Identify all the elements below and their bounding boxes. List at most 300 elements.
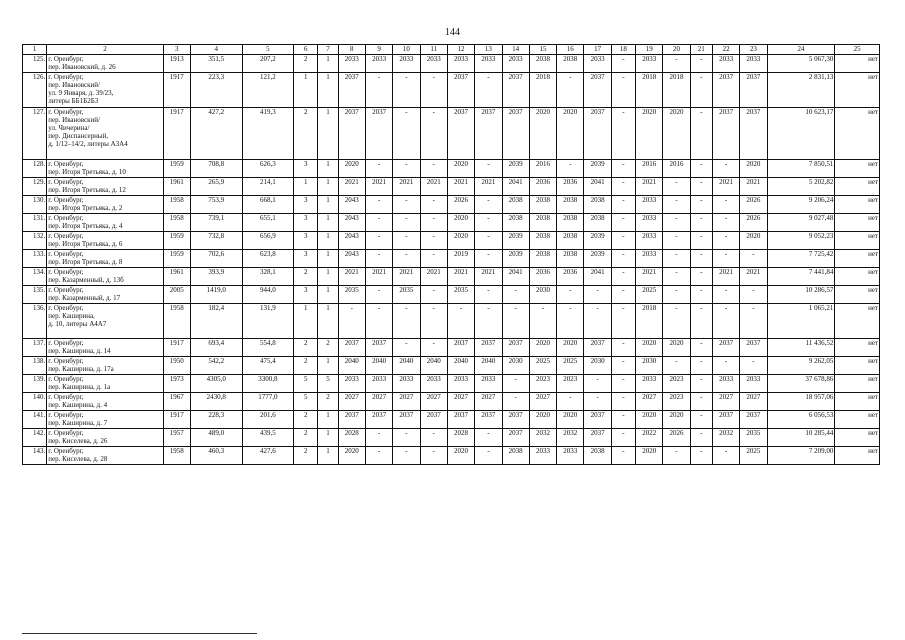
year-cell: - <box>420 429 447 447</box>
year-cell: 2033 <box>636 250 663 268</box>
area-cell: 753,9 <box>190 196 242 214</box>
year-cell: 2037 <box>447 339 474 357</box>
year-cell: 1958 <box>163 196 190 214</box>
address-line: пер. Киселева, д. 28 <box>48 455 108 463</box>
column-header: 6 <box>294 45 318 55</box>
year-cell: 2021 <box>636 268 663 286</box>
year-cell: - <box>611 393 635 411</box>
data-table <box>22 44 880 465</box>
year-cell: 2025 <box>529 357 556 375</box>
year-cell: 2037 <box>338 108 365 160</box>
count-cell: 1 <box>318 232 338 250</box>
address-cell <box>47 232 163 250</box>
row-number: 132. <box>23 232 47 250</box>
year-cell: - <box>712 357 739 375</box>
row-number: 129. <box>23 178 47 196</box>
flag-cell: нет <box>835 196 880 214</box>
year-cell: 2040 <box>420 357 447 375</box>
year-cell: 2027 <box>712 393 739 411</box>
year-cell: 2038 <box>502 447 529 465</box>
year-cell: 2030 <box>502 357 529 375</box>
year-cell: 2037 <box>338 411 365 429</box>
table-row <box>23 250 880 268</box>
year-cell: 2033 <box>447 55 474 73</box>
year-cell: 2033 <box>393 375 420 393</box>
year-cell: - <box>663 250 690 268</box>
year-cell: - <box>420 339 447 357</box>
year-cell: - <box>611 286 635 304</box>
year-cell: 2037 <box>502 108 529 160</box>
year-cell: - <box>712 304 739 339</box>
table-row <box>23 393 880 411</box>
year-cell: 1917 <box>163 108 190 160</box>
year-cell: - <box>557 304 584 339</box>
year-cell: 2020 <box>557 108 584 160</box>
cost-cell: 5 067,30 <box>767 55 835 73</box>
address-line: ул. Чичерина/ <box>48 124 90 132</box>
column-header: 13 <box>475 45 502 55</box>
year-cell: 2039 <box>584 160 611 178</box>
year-cell: 2021 <box>447 268 474 286</box>
area-cell: 732,8 <box>190 232 242 250</box>
year-cell: - <box>690 178 712 196</box>
row-number: 141. <box>23 411 47 429</box>
year-cell: 2040 <box>447 357 474 375</box>
year-cell: - <box>611 108 635 160</box>
area-cell: 702,6 <box>190 250 242 268</box>
year-cell: 2025 <box>557 357 584 375</box>
year-cell: - <box>365 304 392 339</box>
year-cell: 1961 <box>163 178 190 196</box>
year-cell: 2021 <box>636 178 663 196</box>
count-cell: 2 <box>294 411 318 429</box>
address-line: г. Оренбург, <box>48 160 84 168</box>
year-cell: - <box>557 393 584 411</box>
year-cell: 2037 <box>475 411 502 429</box>
address-line: пер. Казарменный, д. 13б <box>48 276 124 284</box>
cost-cell: 7 725,42 <box>767 250 835 268</box>
year-cell: 2021 <box>447 178 474 196</box>
year-cell: - <box>557 73 584 108</box>
year-cell: 2037 <box>740 73 767 108</box>
year-cell: - <box>393 108 420 160</box>
year-cell: 2033 <box>740 375 767 393</box>
year-cell: - <box>584 393 611 411</box>
column-header: 22 <box>712 45 739 55</box>
year-cell: - <box>365 196 392 214</box>
flag-cell: нет <box>835 250 880 268</box>
area-cell: 393,9 <box>190 268 242 286</box>
area-cell: 656,9 <box>242 232 294 250</box>
year-cell: - <box>475 304 502 339</box>
row-number: 131. <box>23 214 47 232</box>
address-line: пер. Казарменный, д. 17 <box>48 294 121 302</box>
year-cell: 2018 <box>636 304 663 339</box>
year-cell: 2037 <box>475 339 502 357</box>
area-cell: 131,9 <box>242 304 294 339</box>
cost-cell: 7 850,51 <box>767 160 835 178</box>
count-cell: 1 <box>318 250 338 268</box>
year-cell: 1913 <box>163 55 190 73</box>
address-cell <box>47 375 163 393</box>
year-cell: 2026 <box>663 429 690 447</box>
year-cell: 2018 <box>663 73 690 108</box>
count-cell: 2 <box>294 108 318 160</box>
year-cell: 2030 <box>584 357 611 375</box>
table-row <box>23 214 880 232</box>
address-line: г. Оренбург, <box>48 250 84 258</box>
count-cell: 2 <box>318 393 338 411</box>
address-line: пер. Игоря Третьяка, д. 4 <box>48 222 123 230</box>
year-cell: 2021 <box>338 178 365 196</box>
count-cell: 2 <box>294 357 318 375</box>
flag-cell: нет <box>835 429 880 447</box>
year-cell: 2039 <box>584 232 611 250</box>
year-cell: 1959 <box>163 250 190 268</box>
area-cell: 223,3 <box>190 73 242 108</box>
count-cell: 3 <box>294 232 318 250</box>
year-cell: 2021 <box>740 178 767 196</box>
year-cell: 2035 <box>740 429 767 447</box>
year-cell: 2040 <box>475 357 502 375</box>
year-cell: 2016 <box>636 160 663 178</box>
year-cell: - <box>712 250 739 268</box>
row-number: 142. <box>23 429 47 447</box>
year-cell: - <box>663 286 690 304</box>
year-cell: 2038 <box>529 196 556 214</box>
year-cell: 2023 <box>557 375 584 393</box>
table-row <box>23 304 880 339</box>
year-cell: 2038 <box>584 214 611 232</box>
address-line: г. Оренбург, <box>48 429 84 437</box>
count-cell: 3 <box>294 160 318 178</box>
year-cell: 2025 <box>636 286 663 304</box>
cost-cell: 9 262,05 <box>767 357 835 375</box>
column-header: 16 <box>557 45 584 55</box>
cost-cell: 10 285,44 <box>767 429 835 447</box>
year-cell: 2033 <box>338 375 365 393</box>
year-cell: - <box>502 375 529 393</box>
year-cell: - <box>611 447 635 465</box>
row-number: 140. <box>23 393 47 411</box>
year-cell: 2019 <box>447 250 474 268</box>
area-cell: 427,2 <box>190 108 242 160</box>
year-cell: 2020 <box>557 339 584 357</box>
area-cell: 460,3 <box>190 447 242 465</box>
year-cell: 2038 <box>584 196 611 214</box>
year-cell: 2020 <box>447 214 474 232</box>
address-line: г. Оренбург, <box>48 447 84 455</box>
year-cell: - <box>690 304 712 339</box>
column-header: 18 <box>611 45 635 55</box>
year-cell: - <box>611 196 635 214</box>
area-cell: 4305,0 <box>190 375 242 393</box>
area-cell: 655,1 <box>242 214 294 232</box>
year-cell: 2035 <box>393 286 420 304</box>
year-cell: 2037 <box>712 339 739 357</box>
year-cell: 2033 <box>712 375 739 393</box>
address-line: пер. Ивановский/ <box>48 116 100 124</box>
year-cell: - <box>611 411 635 429</box>
year-cell: - <box>420 250 447 268</box>
address-line: пер. Игоря Третьяка, д. 6 <box>48 240 123 248</box>
year-cell: 2021 <box>393 268 420 286</box>
year-cell: 2036 <box>557 178 584 196</box>
count-cell: 1 <box>294 304 318 339</box>
flag-cell: нет <box>835 178 880 196</box>
row-number: 125. <box>23 55 47 73</box>
area-cell: 419,3 <box>242 108 294 160</box>
column-header: 25 <box>835 45 880 55</box>
flag-cell: нет <box>835 268 880 286</box>
year-cell: - <box>365 73 392 108</box>
year-cell: - <box>393 447 420 465</box>
year-cell: 2016 <box>663 160 690 178</box>
year-cell: - <box>690 429 712 447</box>
year-cell: - <box>475 429 502 447</box>
address-line: д. 1/12–14/2, литеры А3А4 <box>48 140 128 148</box>
year-cell: - <box>420 108 447 160</box>
year-cell: 1950 <box>163 357 190 375</box>
flag-cell: нет <box>835 447 880 465</box>
year-cell: - <box>393 73 420 108</box>
year-cell: - <box>557 160 584 178</box>
area-cell: 439,5 <box>242 429 294 447</box>
area-cell: 228,3 <box>190 411 242 429</box>
address-cell <box>47 196 163 214</box>
year-cell: - <box>475 73 502 108</box>
address-cell <box>47 160 163 178</box>
year-cell: 2037 <box>365 108 392 160</box>
year-cell: 2041 <box>502 178 529 196</box>
count-cell: 5 <box>318 375 338 393</box>
year-cell: 2038 <box>557 55 584 73</box>
year-cell: 2020 <box>636 411 663 429</box>
year-cell: - <box>420 447 447 465</box>
year-cell: 2035 <box>338 286 365 304</box>
year-cell: 2021 <box>475 268 502 286</box>
table-row <box>23 160 880 178</box>
count-cell: 5 <box>294 375 318 393</box>
year-cell: 2028 <box>338 429 365 447</box>
year-cell: 2020 <box>447 232 474 250</box>
year-cell: 2027 <box>740 393 767 411</box>
address-line: пер. Каширина, д. 4 <box>48 401 108 409</box>
count-cell: 1 <box>318 196 338 214</box>
year-cell: 2037 <box>338 339 365 357</box>
year-cell: 2033 <box>447 375 474 393</box>
year-cell: 2021 <box>712 178 739 196</box>
count-cell: 1 <box>318 108 338 160</box>
row-number: 138. <box>23 357 47 375</box>
year-cell: - <box>611 304 635 339</box>
count-cell: 1 <box>318 429 338 447</box>
address-line: пер. Игоря Третьяка, д. 2 <box>48 204 123 212</box>
count-cell: 2 <box>294 447 318 465</box>
year-cell: 2033 <box>636 196 663 214</box>
row-number: 143. <box>23 447 47 465</box>
year-cell: 2037 <box>502 429 529 447</box>
flag-cell: нет <box>835 160 880 178</box>
year-cell: 2033 <box>712 55 739 73</box>
year-cell: - <box>502 304 529 339</box>
year-cell: - <box>365 160 392 178</box>
year-cell: 2020 <box>529 411 556 429</box>
year-cell: 2016 <box>529 160 556 178</box>
year-cell: 2037 <box>740 108 767 160</box>
column-header: 3 <box>163 45 190 55</box>
year-cell: 2033 <box>636 375 663 393</box>
year-cell: - <box>365 250 392 268</box>
year-cell: - <box>611 73 635 108</box>
year-cell: - <box>393 304 420 339</box>
cost-cell: 2 831,13 <box>767 73 835 108</box>
year-cell: - <box>611 357 635 375</box>
area-cell: 1419,0 <box>190 286 242 304</box>
year-cell: - <box>663 304 690 339</box>
year-cell: 2020 <box>663 411 690 429</box>
address-cell <box>47 429 163 447</box>
year-cell: 2033 <box>502 55 529 73</box>
flag-cell: нет <box>835 411 880 429</box>
year-cell: 2027 <box>636 393 663 411</box>
year-cell: 2020 <box>740 232 767 250</box>
count-cell: 1 <box>294 178 318 196</box>
year-cell: 2020 <box>636 447 663 465</box>
count-cell: 3 <box>294 214 318 232</box>
row-number: 136. <box>23 304 47 339</box>
year-cell: - <box>663 232 690 250</box>
table-row <box>23 55 880 73</box>
address-cell <box>47 55 163 73</box>
year-cell: 2043 <box>338 250 365 268</box>
year-cell: - <box>502 393 529 411</box>
year-cell: 2021 <box>393 178 420 196</box>
count-cell: 1 <box>318 286 338 304</box>
year-cell: - <box>690 447 712 465</box>
year-cell: 2036 <box>529 178 556 196</box>
address-line: пер. Каширина, <box>48 312 95 320</box>
table-row <box>23 108 880 160</box>
row-number: 137. <box>23 339 47 357</box>
flag-cell: нет <box>835 357 880 375</box>
year-cell: - <box>475 214 502 232</box>
area-cell: 554,8 <box>242 339 294 357</box>
area-cell: 328,1 <box>242 268 294 286</box>
address-line: литеры ББ1Б2Б3 <box>48 97 99 105</box>
year-cell: 2036 <box>557 268 584 286</box>
year-cell: - <box>475 160 502 178</box>
column-header: 7 <box>318 45 338 55</box>
row-number: 130. <box>23 196 47 214</box>
column-header: 19 <box>636 45 663 55</box>
year-cell: 2020 <box>447 447 474 465</box>
address-line: пер. Каширина, д. 1а <box>48 383 111 391</box>
flag-cell: нет <box>835 108 880 160</box>
year-cell: 2020 <box>529 108 556 160</box>
year-cell: - <box>393 214 420 232</box>
address-line: г. Оренбург, <box>48 108 84 116</box>
year-cell: 2033 <box>529 447 556 465</box>
area-cell: 542,2 <box>190 357 242 375</box>
area-cell: 351,5 <box>190 55 242 73</box>
year-cell: - <box>611 55 635 73</box>
year-cell: - <box>393 160 420 178</box>
address-line: ул. 9 Января, д. 39/23, <box>48 89 114 97</box>
year-cell: 2039 <box>502 232 529 250</box>
area-cell: 207,2 <box>242 55 294 73</box>
year-cell: 2033 <box>338 55 365 73</box>
year-cell: - <box>611 232 635 250</box>
area-cell: 944,0 <box>242 286 294 304</box>
area-cell: 489,0 <box>190 429 242 447</box>
address-cell <box>47 411 163 429</box>
year-cell: 2039 <box>502 160 529 178</box>
year-cell: - <box>420 196 447 214</box>
address-line: д. 10, литеры А4А7 <box>48 320 107 328</box>
year-cell: 2033 <box>475 375 502 393</box>
year-cell: 1959 <box>163 232 190 250</box>
area-cell: 201,6 <box>242 411 294 429</box>
year-cell: - <box>584 375 611 393</box>
address-cell <box>47 393 163 411</box>
address-cell <box>47 250 163 268</box>
year-cell: - <box>690 196 712 214</box>
footnote-divider <box>22 633 257 634</box>
year-cell: 2037 <box>584 429 611 447</box>
year-cell: 2037 <box>502 411 529 429</box>
column-header: 10 <box>393 45 420 55</box>
year-cell: 2020 <box>529 339 556 357</box>
table-row <box>23 339 880 357</box>
cost-cell: 11 436,52 <box>767 339 835 357</box>
cost-cell: 6 056,53 <box>767 411 835 429</box>
page-number: 144 <box>445 27 460 38</box>
address-line: г. Оренбург, <box>48 304 84 312</box>
year-cell: - <box>740 250 767 268</box>
table-row <box>23 73 880 108</box>
year-cell: 2037 <box>712 411 739 429</box>
year-cell: - <box>690 160 712 178</box>
address-line: пер. Каширина, д. 14 <box>48 347 111 355</box>
count-cell: 1 <box>318 411 338 429</box>
year-cell: 2020 <box>636 108 663 160</box>
year-cell: - <box>663 55 690 73</box>
year-cell: - <box>611 339 635 357</box>
year-cell: - <box>740 304 767 339</box>
year-cell: 2021 <box>740 268 767 286</box>
year-cell: 1967 <box>163 393 190 411</box>
year-cell: 2037 <box>502 73 529 108</box>
year-cell: 2037 <box>420 411 447 429</box>
area-cell: 1777,0 <box>242 393 294 411</box>
year-cell: - <box>663 178 690 196</box>
year-cell: 2038 <box>529 250 556 268</box>
year-cell: 2027 <box>420 393 447 411</box>
year-cell: 2023 <box>529 375 556 393</box>
address-line: г. Оренбург, <box>48 268 84 276</box>
row-number: 133. <box>23 250 47 268</box>
table-row <box>23 375 880 393</box>
area-cell: 3300,8 <box>242 375 294 393</box>
year-cell: - <box>502 286 529 304</box>
area-cell: 708,8 <box>190 160 242 178</box>
row-number: 139. <box>23 375 47 393</box>
year-cell: 2033 <box>365 375 392 393</box>
year-cell: 2023 <box>663 393 690 411</box>
header-row <box>23 45 880 55</box>
year-cell: 2030 <box>529 286 556 304</box>
